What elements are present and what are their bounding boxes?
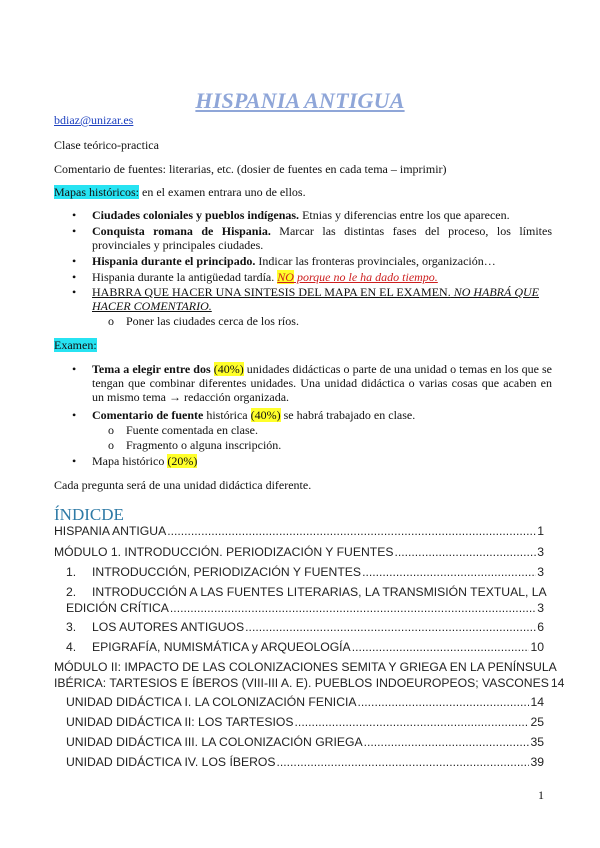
index-title: ÍNDICDE: [54, 505, 124, 524]
clase-text: Clase teórico-practica: [54, 138, 159, 152]
page-number: 1: [538, 788, 544, 802]
toc-entry[interactable]: UNIDAD DIDÁCTICA II: LOS TARTESIOS ..... 25: [66, 714, 544, 730]
toc-entry[interactable]: UNIDAD DIDÁCTICA IV. LOS ÍBEROS ..... 39: [66, 754, 544, 770]
examen-heading: Examen:: [54, 338, 97, 352]
mapas-label: Mapas históricos:: [54, 185, 139, 199]
toc-entry[interactable]: UNIDAD DIDÁCTICA III. LA COLONIZACIÓN GRIEGA ..... 35: [66, 734, 544, 750]
toc-entry[interactable]: 1. INTRODUCCIÓN, PERIODIZACIÓN Y FUENTES ..... 3: [66, 564, 544, 580]
toc-entry[interactable]: MÓDULO II: IMPACTO DE LAS COLONIZACIONES SEMITA Y GRIEGA EN LA PENÍNSULA IBÉRICA: TARTESIOS E ÍBEROS (VIII-III A. E). PUEBLOS INDOEUROPEOS; VASCONES 14: [54, 660, 565, 690]
toc-entry[interactable]: MÓDULO 1. INTRODUCCIÓN. PERIODIZACIÓN Y FUENTES ..... 3: [54, 544, 544, 560]
toc-entry[interactable]: 4. EPIGRAFÍA, NUMISMÁTICA y ARQUEOLOGÍA ..... 10: [66, 639, 544, 655]
examen-item-3: • Mapa histórico (20%): [72, 454, 198, 468]
cada-text: Cada pregunta será de una unidad didáctica diferente.: [54, 478, 312, 492]
examen-item-1: • Tema a elegir entre dos (40%) unidades didácticas o parte de una unidad o temas en los que se tengan que combinar diferentes unidades. Una unidad didáctica o varias cosas que acaben en un mismo tema → redacción organizada.: [72, 362, 552, 404]
email-link[interactable]: bdiaz@unizar.es: [54, 113, 134, 127]
examen-subitem-1: o Fuente comentada en clase.: [108, 423, 258, 437]
mapas-item-1: • Ciudades coloniales y pueblos indígenas. Etnias y diferencias entre los que aparecen.: [72, 208, 510, 222]
mapas-item-4: • Hispania durante la antigüedad tardía. NO porque no le ha dado tiempo.: [72, 270, 438, 284]
toc-entry[interactable]: UNIDAD DIDÁCTICA I. LA COLONIZACIÓN FENICIA ..... 14: [66, 694, 544, 710]
comentario-text: Comentario de fuentes: literarias, etc. (dosier de fuentes en cada tema – imprimir): [54, 162, 447, 176]
toc-entry[interactable]: HISPANIA ANTIGUA ..... 1: [54, 523, 544, 539]
mapas-item-2: • Conquista romana de Hispania. Marcar las distintas fases del proceso, los límites provinciales y principales ciudades.: [72, 224, 552, 252]
mapas-item-3: • Hispania durante el principado. Indicar las fronteras provinciales, organización…: [72, 254, 496, 268]
mapas-item-5: • HABRRA QUE HACER UNA SINTESIS DEL MAPA EN EL EXAMEN. NO HABRÁ QUE HACER COMENTARIO.: [72, 285, 540, 313]
toc-entry[interactable]: 3. LOS AUTORES ANTIGUOS ..... 6: [66, 619, 544, 635]
document-title: HISPANIA ANTIGUA: [195, 88, 405, 113]
examen-item-2: • Comentario de fuente histórica (40%) se habrá trabajado en clase.: [72, 408, 416, 422]
examen-subitem-2: o Fragmento o alguna inscripción.: [108, 438, 282, 452]
mapas-heading: Mapas históricos: en el examen entrara uno de ellos.: [54, 185, 306, 199]
toc-entry[interactable]: 2. INTRODUCCIÓN A LAS FUENTES LITERARIAS, LA TRANSMISIÓN TEXTUAL, LA EDICIÓN CRÍTICA ..... 3: [66, 584, 544, 616]
mapas-subitem: o Poner las ciudades cerca de los ríos.: [108, 314, 299, 328]
